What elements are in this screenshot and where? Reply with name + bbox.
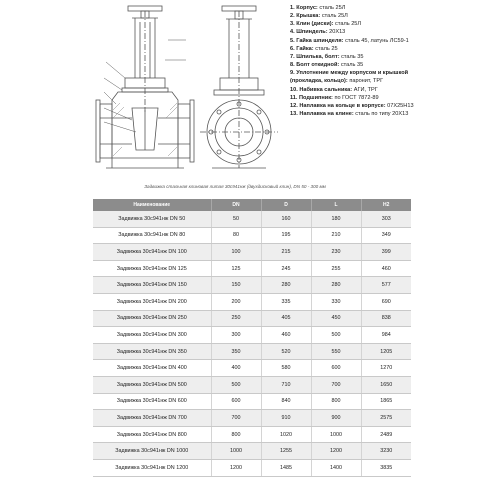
cell-d: 195 [261, 227, 311, 244]
parts-list-item: 1. Корпус: сталь 25Л [290, 5, 346, 11]
cell-h2: 2575 [361, 410, 411, 427]
cell-dn: 1000 [211, 443, 261, 460]
cell-name: Задвижка 30с941нж DN 500 [93, 376, 211, 393]
cell-d: 245 [261, 260, 311, 277]
cell-dn: 400 [211, 360, 261, 377]
cell-name: Задвижка 30с941нж DN 350 [93, 343, 211, 360]
cell-name: Задвижка 30с941нж DN 200 [93, 293, 211, 310]
cell-dn: 500 [211, 376, 261, 393]
parts-list-item: 6. Гайка: сталь 25 [290, 45, 338, 52]
cell-d: 280 [261, 277, 311, 294]
cell-name: Задвижка 30с941нж DN 600 [93, 393, 211, 410]
cell-dn: 100 [211, 244, 261, 261]
cell-l: 180 [311, 211, 361, 227]
cell-h2: 399 [361, 244, 411, 261]
cell-d: 1255 [261, 443, 311, 460]
cell-name: Задвижка 30с941нж DN 800 [93, 426, 211, 443]
table-row [93, 360, 411, 377]
cell-name: Задвижка 30с941нж DN 250 [93, 310, 211, 327]
cell-dn: 200 [211, 293, 261, 310]
cell-dn: 1200 [211, 459, 261, 476]
table-header-row [93, 199, 411, 211]
drawing-caption: Задвижка стальная клиновая литая 30с941нж (двухдисковый клин), DN 50 - 300 мм [144, 184, 326, 189]
parts-list-item: 12. Наплавка на кольце в корпусе: 07Х25Н13 [290, 102, 414, 109]
cell-d: 910 [261, 410, 311, 427]
cell-h2: 838 [361, 310, 411, 327]
cell-name: Задвижка 30с941нж DN 300 [93, 327, 211, 344]
cell-h2: 1205 [361, 343, 411, 360]
cell-l: 210 [311, 227, 361, 244]
cell-h2: 2489 [361, 426, 411, 443]
cell-dn: 300 [211, 327, 261, 344]
cell-name: Задвижка 30с941нж DN 80 [93, 227, 211, 244]
cell-dn: 600 [211, 393, 261, 410]
cell-name: Задвижка 30с941нж DN 125 [93, 260, 211, 277]
cell-name: Задвижка 30с941нж DN 150 [93, 277, 211, 294]
cell-name: Задвижка 30с941нж DN 50 [93, 211, 211, 227]
column-header-dn: DN [211, 199, 261, 211]
cell-h2: 1650 [361, 376, 411, 393]
cell-dn: 125 [211, 260, 261, 277]
cell-d: 840 [261, 393, 311, 410]
cell-h2: 460 [361, 260, 411, 277]
parts-list-item: 4. Шпиндель: 20Х13 [290, 29, 346, 36]
cell-l: 800 [311, 393, 361, 410]
table-row [93, 393, 411, 410]
table-row [93, 260, 411, 277]
cell-dn: 80 [211, 227, 261, 244]
cell-l: 450 [311, 310, 361, 327]
parts-list [290, 4, 500, 118]
cell-l: 550 [311, 343, 361, 360]
cell-h2: 577 [361, 277, 411, 294]
cell-l: 1200 [311, 443, 361, 460]
cell-dn: 150 [211, 277, 261, 294]
parts-list-item: 11. Подшипник: по ГОСТ 7872-89 [290, 94, 379, 101]
column-header-d: D [261, 199, 311, 211]
cell-l: 700 [311, 376, 361, 393]
cell-name: Задвижка 30с941нж DN 1000 [93, 443, 211, 460]
parts-list-item: 13. Наплавка на клине: сталь по типу 20Х13 [290, 111, 409, 118]
cell-l: 255 [311, 260, 361, 277]
cell-dn: 350 [211, 343, 261, 360]
spec-table [93, 199, 411, 477]
handwheel-front [128, 6, 162, 11]
cell-h2: 1865 [361, 393, 411, 410]
cell-name: Задвижка 30с941нж DN 400 [93, 360, 211, 377]
parts-list-item: 3. Клин (диски): сталь 25Л [290, 21, 362, 28]
cell-d: 1020 [261, 426, 311, 443]
cell-l: 230 [311, 244, 361, 261]
parts-list-item: 5. Гайка шпинделя: сталь 45, латунь ЛС59-1 [290, 37, 409, 44]
cell-d: 405 [261, 310, 311, 327]
cell-l: 330 [311, 293, 361, 310]
table-body [93, 211, 411, 476]
parts-list-item: (прокладка, кольцо): паронит, ТРГ [290, 78, 384, 85]
parts-list-item: 8. Болт откидной: сталь 35 [290, 62, 364, 69]
valve-drawing-svg [0, 0, 290, 185]
handwheel-side [222, 6, 256, 11]
cell-name: Задвижка 30с941нж DN 700 [93, 410, 211, 427]
table-row [93, 426, 411, 443]
cell-d: 1485 [261, 459, 311, 476]
cell-h2: 3230 [361, 443, 411, 460]
cell-h2: 690 [361, 293, 411, 310]
cell-d: 215 [261, 244, 311, 261]
column-header-h2: H2 [361, 199, 411, 211]
cell-dn: 700 [211, 410, 261, 427]
cell-d: 580 [261, 360, 311, 377]
table-row [93, 277, 411, 294]
cell-name: Задвижка 30с941нж DN 100 [93, 244, 211, 261]
table-row [93, 227, 411, 244]
cell-d: 460 [261, 327, 311, 344]
table-row [93, 410, 411, 427]
parts-list-item: 2. Крышка: сталь 25Л [290, 13, 348, 20]
cell-h2: 984 [361, 327, 411, 344]
cell-l: 1400 [311, 459, 361, 476]
cell-d: 710 [261, 376, 311, 393]
cell-l: 500 [311, 327, 361, 344]
parts-list-item: 7. Шпилька, болт: сталь 35 [290, 53, 364, 60]
column-header-name: Наименование [93, 199, 211, 211]
cell-dn: 50 [211, 211, 261, 227]
table-row [93, 376, 411, 393]
table-row [93, 327, 411, 344]
table-row [93, 310, 411, 327]
cell-name: Задвижка 30с941нж DN 1200 [93, 459, 211, 476]
cell-h2: 303 [361, 211, 411, 227]
column-header-l: L [311, 199, 361, 211]
cell-d: 335 [261, 293, 311, 310]
table-row [93, 244, 411, 261]
cell-l: 280 [311, 277, 361, 294]
cell-l: 900 [311, 410, 361, 427]
parts-list-item: 9. Уплотнение между корпусом и крышкой [290, 70, 409, 77]
table-row [93, 343, 411, 360]
cell-dn: 800 [211, 426, 261, 443]
table-row [93, 211, 411, 227]
cell-dn: 250 [211, 310, 261, 327]
cell-h2: 3835 [361, 459, 411, 476]
cell-l: 1000 [311, 426, 361, 443]
table-row [93, 459, 411, 476]
table-row [93, 293, 411, 310]
table-row [93, 443, 411, 460]
cell-h2: 349 [361, 227, 411, 244]
cell-d: 520 [261, 343, 311, 360]
parts-list-item: 10. Набивка сальника: АГИ, ТРГ [290, 86, 378, 93]
cell-d: 160 [261, 211, 311, 227]
cell-l: 600 [311, 360, 361, 377]
cell-h2: 1270 [361, 360, 411, 377]
